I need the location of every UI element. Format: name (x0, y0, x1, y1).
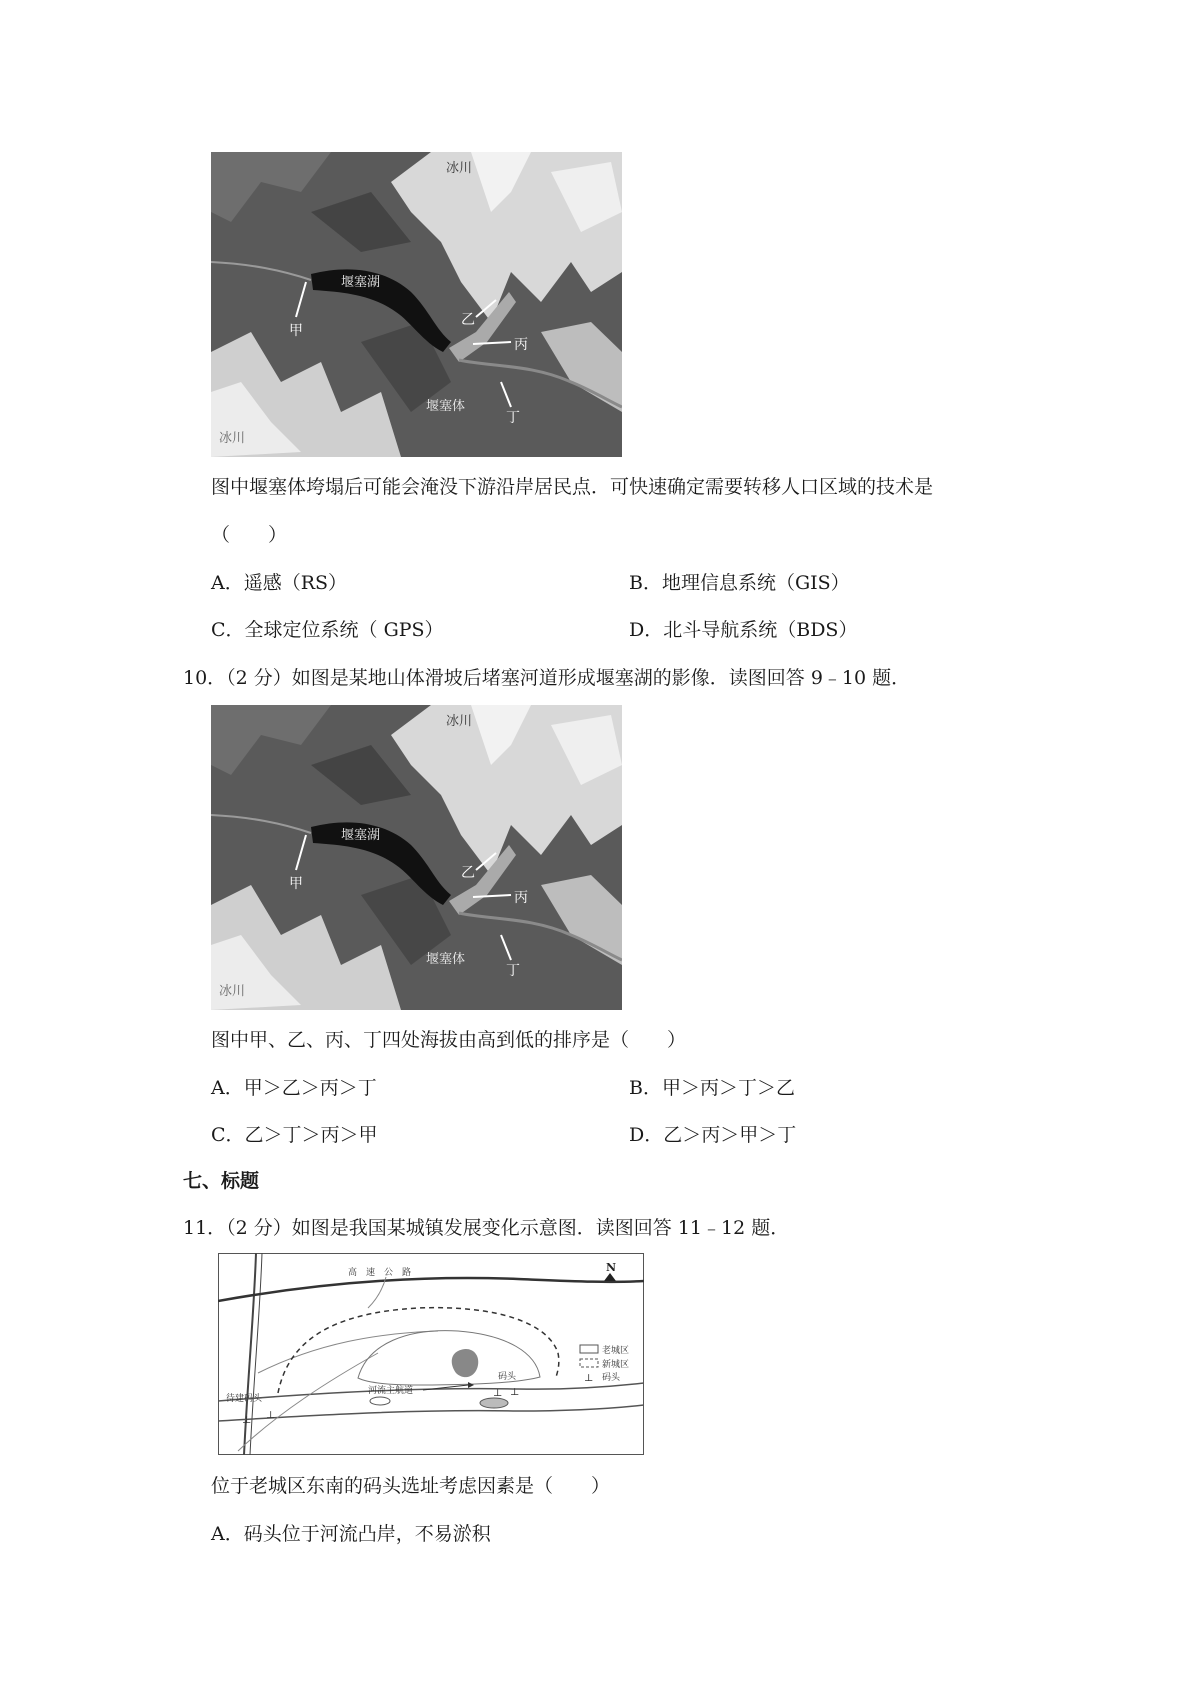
label-lake: 堰塞湖 (341, 828, 381, 843)
q11-stem: 位于老城区东南的码头选址考虑因素是（ ） (211, 1475, 611, 1497)
left-wharf-symbol-icon-2: ⊥ (266, 1410, 276, 1421)
label-jia: 甲 (289, 323, 303, 339)
label-lake: 堰塞湖 (341, 275, 381, 290)
wharf-label: 码头 (498, 1372, 517, 1382)
q10-option-c[interactable]: C．乙＞丁＞丙＞甲 (211, 1124, 378, 1146)
label-yi: 乙 (461, 312, 475, 328)
label-jia: 甲 (289, 876, 303, 892)
q11-option-a[interactable]: A．码头位于河流凸岸，不易淤积 (211, 1523, 491, 1545)
q11-header: 11．（2 分）如图是我国某城镇发展变化示意图．读图回答 11﹣12 题． (183, 1217, 790, 1239)
town-map-svg (218, 1253, 644, 1455)
q10-header: 10．（2 分）如图是某地山体滑坡后堵塞河道形成堰塞湖的影像．读图回答 9﹣10 题． (183, 667, 911, 689)
label-glacier-top: 冰川 (446, 714, 473, 729)
label-glacier-corner: 冰川 (219, 984, 246, 999)
label-yi: 乙 (461, 865, 475, 881)
label-ding: 丁 (506, 410, 520, 426)
landslide-lake-map-q9 (211, 152, 622, 457)
town-development-map (218, 1253, 644, 1455)
q9-option-c[interactable]: C．全球定位系统（ GPS） (211, 619, 444, 641)
section-heading: 七、标题 (183, 1170, 260, 1192)
landslide-lake-image-q9 (211, 152, 622, 457)
label-bing: 丙 (514, 890, 528, 906)
wharf-symbol-icon-2: ⊥ (493, 1388, 503, 1399)
legend-old-label: 老城区 (602, 1346, 630, 1356)
label-glacier-corner: 冰川 (219, 431, 246, 446)
q9-stem-line2: （ ） (211, 524, 288, 546)
legend-new-label: 新城区 (602, 1360, 630, 1370)
wharf-symbol-icon: ⊥ (510, 1387, 520, 1398)
label-ding: 丁 (506, 963, 520, 979)
legend-wharf-symbol-icon: ⊥ (584, 1373, 594, 1384)
label-dam: 堰塞体 (426, 399, 466, 414)
channel-label: 河流主航道 (368, 1386, 414, 1396)
left-wharf-label: 待建码头 (226, 1394, 263, 1404)
q10-stem: 图中甲、乙、丙、丁四处海拔由高到低的排序是（ ） (211, 1029, 687, 1051)
landslide-lake-image-q10 (211, 705, 622, 1010)
label-dam: 堰塞体 (426, 952, 466, 967)
q9-option-d[interactable]: D．北斗导航系统（BDS） (629, 619, 858, 641)
q9-option-a[interactable]: A．遥感（RS） (211, 572, 348, 594)
q10-option-b[interactable]: B．甲＞丙＞丁＞乙 (629, 1077, 795, 1099)
landslide-lake-map-q10 (211, 705, 622, 1010)
q10-option-a[interactable]: A．甲＞乙＞丙＞丁 (211, 1077, 377, 1099)
q9-stem-line1: 图中堰塞体垮塌后可能会淹没下游沿岸居民点．可快速确定需要转移人口区域的技术是 (211, 476, 934, 498)
q10-option-d[interactable]: D．乙＞丙＞甲＞丁 (629, 1124, 797, 1146)
label-bing: 丙 (514, 337, 528, 353)
north-label: N (606, 1261, 617, 1274)
label-glacier-top: 冰川 (446, 161, 473, 176)
q9-option-b[interactable]: B．地理信息系统（GIS） (629, 572, 850, 594)
left-wharf-symbol-icon: ⊥ (242, 1415, 252, 1426)
legend-wharf-label: 码头 (602, 1373, 621, 1383)
highway-label: 高 速 公 路 (348, 1268, 412, 1278)
